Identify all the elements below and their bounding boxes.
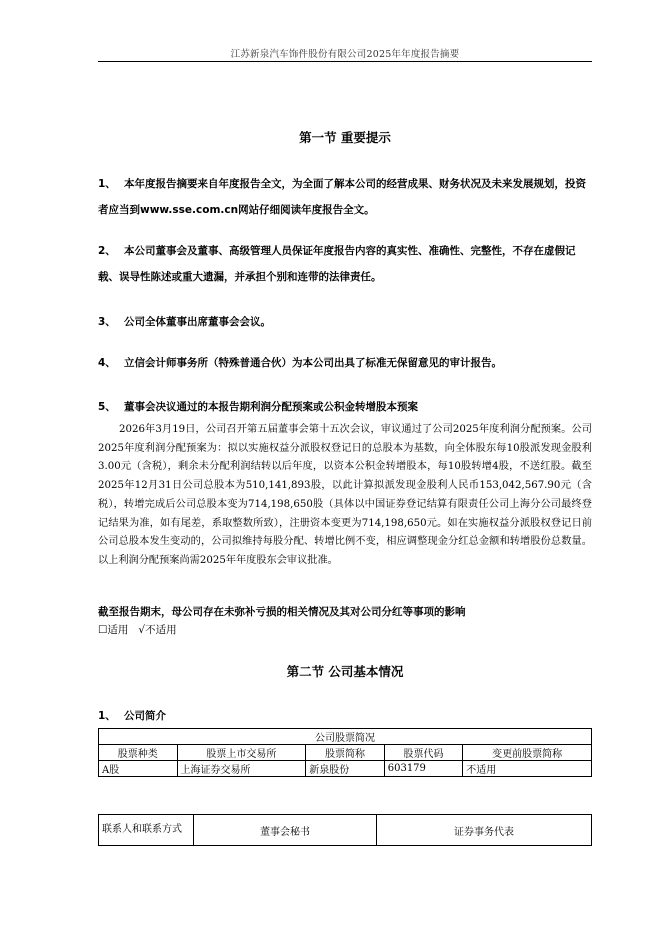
- page-header: 江苏新泉汽车饰件股份有限公司2025年年度报告摘要: [230, 49, 460, 60]
- representative-header: 证券事务代表: [376, 815, 591, 846]
- applicable-checkbox: ☐适用: [98, 624, 129, 636]
- table-header: 股票上市交易所: [177, 745, 306, 761]
- section-title-2: 第二节 公司基本情况: [286, 664, 404, 679]
- item-number: 3、: [98, 316, 116, 328]
- table-row: [99, 761, 592, 777]
- table-cell: 新泉股份: [306, 761, 385, 777]
- item-text: 立信会计师事务所（特殊普通合伙）为本公司出具了标准无保留意见的审计报告。: [124, 357, 502, 369]
- table-cell: 不适用: [463, 761, 592, 777]
- item-number: 4、: [98, 357, 116, 369]
- table-cell: A股: [99, 761, 178, 777]
- item-text: 公司全体董事出席董事会会议。: [124, 316, 271, 328]
- secretary-header: 董事会秘书: [194, 815, 377, 846]
- item-2: [98, 238, 592, 290]
- item-number: 2、: [98, 245, 116, 257]
- header-rule: [98, 61, 592, 62]
- item-1: [98, 171, 592, 223]
- profit-distribution-paragraph: 2026年3月19日，公司召开第五届董事会第十五次会议，审议通过了公司2025年度利润分配预案。公司2025年度利润分配预案为：拟以实施权益分派股权登记日的总股本为基数，向全体股东每10股派发现金股利3.00元（含税），剩余未分配利润结转以后年度，以资本公积金转增股本，每10股转增4股，不送红股。截至2025年12月31日公司总股本为510,141,893股，以此计算拟派发现金股利人民币153,042,567.90元（含税），转增完成后公司总股本变为714,198,650股（具体以中国证券登记结算有限责任公司上海分公司最终登记结果为准，如有尾差，系取整数所致），注册资本变更为714,198,650元。如在实施权益分派股权登记日前公司总股本发生变动的，公司拟维持每股分配、转增比例不变，相应调整现金分红总金额和转增股份总数量。以上利润分配预案尚需2025年年度股东会审议批准。: [98, 424, 592, 566]
- table-header: 股票种类: [99, 745, 178, 761]
- item-text: 本年度报告摘要来自年度报告全文，为全面了解本公司的经营成果、财务状况及未来发展规划，投资者应当到www.sse.com.cn网站仔细阅读年度报告全文。: [98, 178, 586, 216]
- item-text: 本公司董事会及董事、高级管理人员保证年度报告内容的真实性、准确性、完整性，不存在虚假记载、误导性陈述或重大遗漏，并承担个别和连带的法律责任。: [98, 245, 576, 283]
- table-header: 股票代码: [384, 745, 463, 761]
- loss-heading: 截至报告期末，母公司存在未弥补亏损的相关情况及其对公司分红等事项的影响: [98, 606, 466, 618]
- contact-header: 联系人和联系方式: [99, 815, 194, 846]
- not-applicable-checkbox: √不适用: [138, 624, 177, 636]
- item-3: [98, 309, 592, 335]
- item-5: [98, 394, 592, 420]
- stock-table-caption: 公司股票简况: [99, 729, 592, 745]
- item-text: 董事会决议通过的本报告期利润分配预案或公积金转增股本预案: [124, 401, 418, 413]
- section-title-1: 第一节 重要提示: [299, 130, 391, 145]
- item-4: [98, 350, 592, 376]
- item-number: 1、: [98, 710, 116, 722]
- item-number: 5、: [98, 401, 116, 413]
- item-text: 公司简介: [124, 710, 166, 722]
- table-header: 股票简称: [306, 745, 385, 761]
- stock-table: [98, 728, 592, 777]
- table-header: 变更前股票简称: [463, 745, 592, 761]
- contact-table: [98, 814, 592, 846]
- table-cell: 603179: [384, 761, 463, 777]
- table-cell: 上海证券交易所: [177, 761, 306, 777]
- item-number: 1、: [98, 178, 116, 190]
- loss-options: [98, 622, 592, 637]
- sub-item-1: [98, 703, 592, 729]
